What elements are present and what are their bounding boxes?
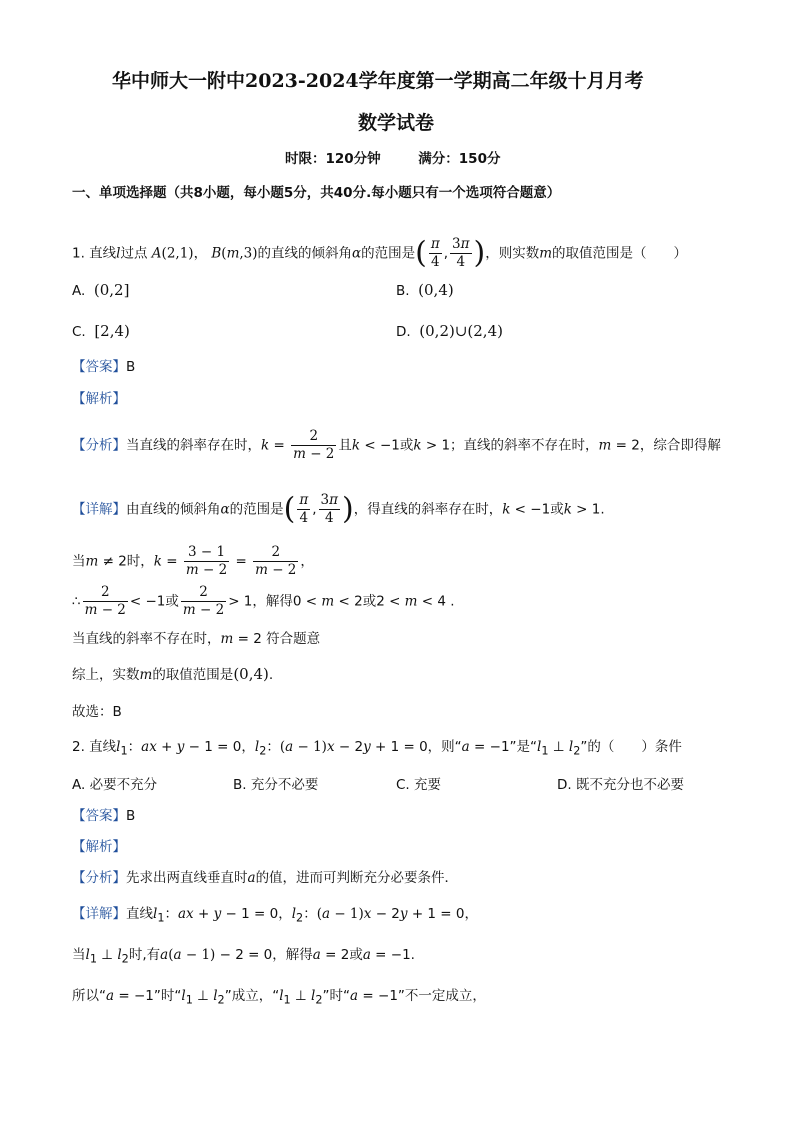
q1-stem-f: ，则实数 — [485, 245, 540, 262]
q2-option-a: A. 必要不充分 — [72, 777, 158, 793]
q2-xiangjie: 【详解】直线$l_1$：ax + y − 1 = 0，$l_2$：(a − 1)x − 2y + 1 = 0， — [72, 906, 478, 925]
q1-fenxi: 【分析】当直线的斜率存在时，k = $\frac{2}{m - 2}$ 且k < −1或k > 1；直线的斜率不存在时，m = 2，综合即得解 — [72, 428, 721, 462]
q2-step-perpendicular: 当$l_1$ ⊥ $l_2$时,有a(a − 1) − 2 = 0，解得a = 2或a = −1. — [72, 947, 415, 966]
q1-stem-c: ， — [193, 245, 208, 262]
q1-stem-e: 的范围是 — [361, 245, 416, 262]
q1-option-b: B. (0,4) — [396, 281, 454, 299]
page-title: 华中师大一附中2023-2024学年度第一学期高二年级十月月考 — [112, 70, 644, 92]
q1-analysis-tag: 【解析】 — [72, 391, 126, 407]
q1-step-inequality: ∴ $\frac{2}{m - 2}$ < −1或 $\frac{2}{m - 2}$ > 1，解得0 < m < 2或2 < m < 4 . — [72, 584, 455, 618]
q2-analysis-tag: 【解析】 — [72, 839, 126, 855]
q2-option-b: B. 充分不必要 — [233, 777, 319, 793]
q1-option-d: D. (0,2)∪(2,4) — [396, 322, 503, 340]
q1-stem-d: 的直线的倾斜角 — [257, 245, 353, 262]
q2-option-c: C. 充要 — [396, 777, 442, 793]
q1-stem-a: 1. 直线 — [72, 245, 117, 262]
q1-stem-g: 的取值范围是（ ） — [552, 245, 688, 262]
q1-step-no-slope: 当直线的斜率不存在时，m = 2 符合题意 — [72, 631, 321, 647]
page-subtitle: 数学试卷 — [358, 112, 435, 134]
q1-step-m: 当m ≠ 2时，k = $\frac{3 - 1}{m - 2}$ = $\frac{2}{m - 2}$ ， — [72, 544, 314, 578]
question-2-stem: 2. 直线$l_1$：ax + y − 1 = 0，$l_2$：(a − 1)x − 2y + 1 = 0，则“a = −1”是“$l_1$ ⊥ $l_2$”的（ ）条件 — [72, 739, 682, 758]
q2-step-conclusion: 所以“a = −1”时“$l_1$ ⊥ $l_2$”成立，“$l_1$ ⊥ $l_2$”时“a = −1”不一定成立， — [72, 988, 486, 1007]
q2-fenxi: 【分析】先求出两直线垂直时a的值，进而可判断充分必要条件． — [72, 870, 459, 886]
q1-step-conclusion: 综上，实数m的取值范围是(0,4). — [72, 665, 274, 683]
q1-option-a: A. (0,2] — [72, 281, 130, 299]
q1-choice: 故选：B — [72, 704, 122, 720]
q2-answer: 【答案】B — [72, 808, 136, 824]
q1-stem-b: 过点 — [120, 245, 148, 262]
q1-xiangjie: 【详解】由直线的倾斜角α的范围是( $\frac{\pi}{4}$ , $\frac{3\pi}{4}$ )，得直线的斜率存在时，k < −1或k > 1. — [72, 491, 605, 527]
q1-option-c: C. [2,4) — [72, 322, 130, 340]
section-heading: 一、单项选择题（共8小题，每小题5分，共40分.每小题只有一个选项符合题意） — [72, 185, 561, 201]
q2-option-d: D. 既不充分也不必要 — [557, 777, 684, 793]
exam-meta: 时限：120分钟 满分：150分 — [285, 151, 501, 167]
question-1-stem: 1. 直线l过点 A(2,1)， B(m,3)的直线的倾斜角α的范围是( $\frac{\pi}{4}$ , $\frac{3\pi}{4}$ )，则实数m的取值范围是（ ） — [72, 235, 688, 271]
q1-answer: 【答案】B — [72, 359, 136, 375]
